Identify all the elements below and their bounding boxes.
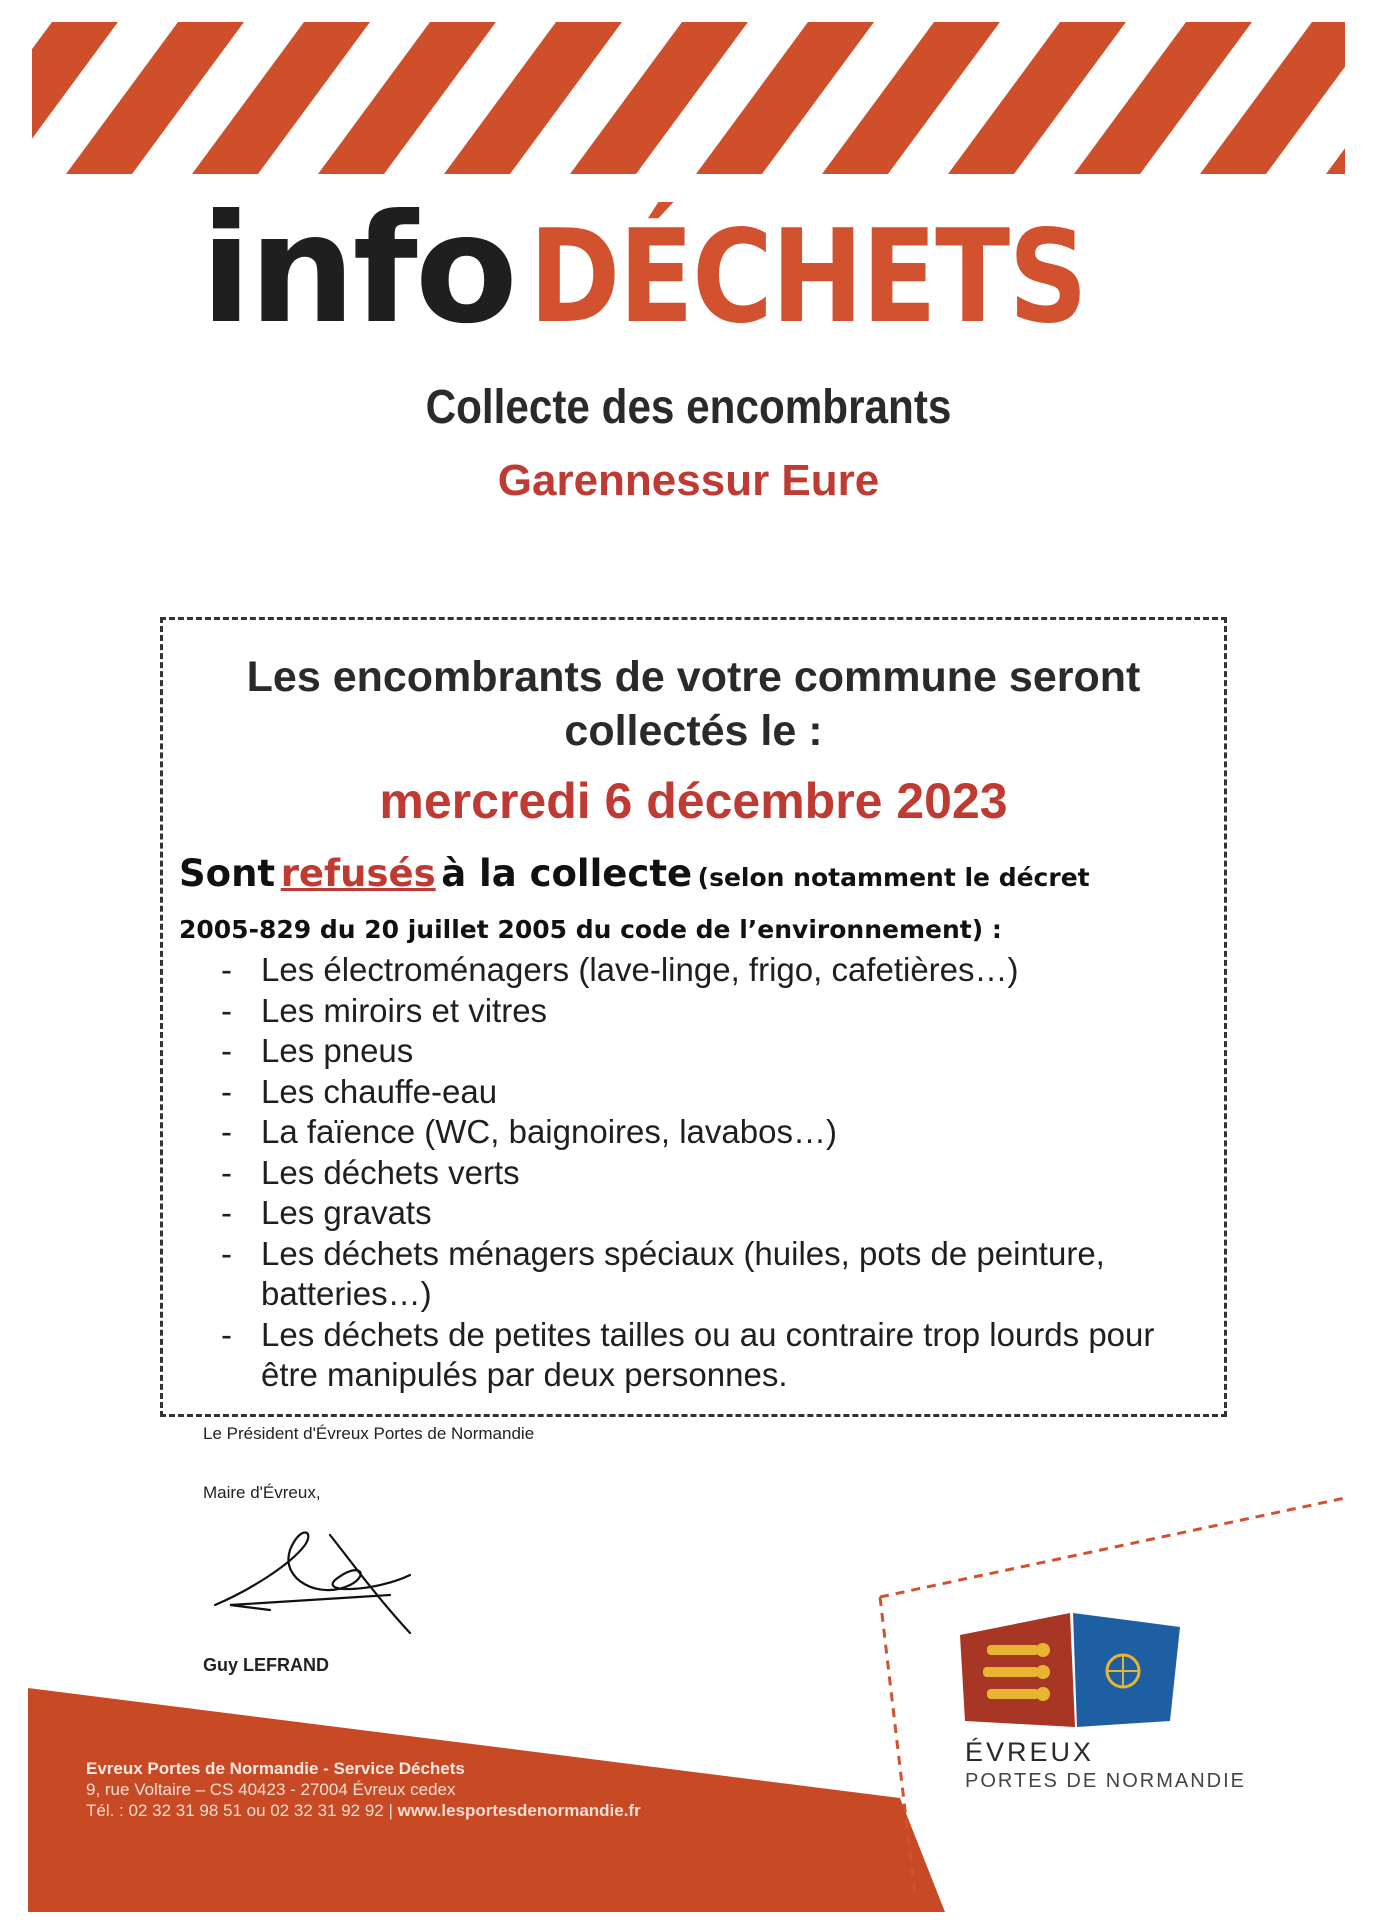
title-info: info <box>200 183 515 357</box>
list-item: - Les déchets de petites tailles ou au contraire trop lourds pour être manipulés par deux personnes. <box>221 1315 1174 1396</box>
list-item: - Les déchets ménagers spéciaux (huiles, pots de peinture, batteries…) <box>221 1234 1174 1315</box>
refused-items-list <box>221 950 1174 1396</box>
page-title <box>0 183 1377 357</box>
refused-suffix: à la collecte <box>441 852 693 895</box>
refused-prefix: Sont <box>179 852 276 895</box>
coat-of-arms-icon <box>955 1605 1185 1735</box>
footer-org: Evreux Portes de Normandie - Service Déchets <box>86 1759 465 1778</box>
decree-text-1: (selon notamment le décret <box>697 863 1090 892</box>
list-item: - La faïence (WC, baignoires, lavabos…) <box>221 1112 1174 1153</box>
commune-name: Garennessur Eure <box>497 456 880 505</box>
footer-contact <box>86 1758 641 1821</box>
signatory-role: Maire d'Évreux, <box>203 1483 321 1502</box>
refused-word: refusés <box>280 852 436 895</box>
notice-box <box>160 617 1227 1417</box>
signature-icon <box>210 1505 430 1645</box>
hazard-stripes <box>0 0 1377 185</box>
list-item: - Les chauffe-eau <box>221 1072 1174 1113</box>
logo-subtitle: PORTES DE NORMANDIE <box>965 1770 1246 1792</box>
signatory-name: Guy LEFRAND <box>203 1655 329 1675</box>
footer-phone: Tél. : 02 32 31 98 51 ou 02 32 31 92 92 | <box>86 1801 393 1820</box>
list-item: - Les déchets verts <box>221 1153 1174 1194</box>
list-item: - Les gravats <box>221 1193 1174 1234</box>
list-item: - Les miroirs et vitres <box>221 991 1174 1032</box>
logo-name: ÉVREUX <box>965 1737 1095 1767</box>
list-item: - Les électroménagers (lave-linge, frigo, cafetières…) <box>221 950 1174 991</box>
list-item: - Les pneus <box>221 1031 1174 1072</box>
decree-text-2: 2005-829 du 20 juillet 2005 du code de l’environnement) : <box>179 915 1002 944</box>
refused-heading <box>179 852 1204 944</box>
signatory-title: Le Président d'Évreux Portes de Normandie <box>203 1424 535 1443</box>
title-dechets: DÉCHETS <box>528 203 1086 352</box>
collection-date: mercredi 6 décembre 2023 <box>379 773 1008 829</box>
footer-address: 9, rue Voltaire – CS 40423 - 27004 Évreux cedex <box>86 1780 456 1799</box>
announce-text: Les encombrants de votre commune seront collectés le : <box>246 653 1141 755</box>
footer-website-link[interactable]: www.lesportesdenormandie.fr <box>397 1801 641 1820</box>
page-subtitle: Collecte des encombrants <box>425 381 952 434</box>
